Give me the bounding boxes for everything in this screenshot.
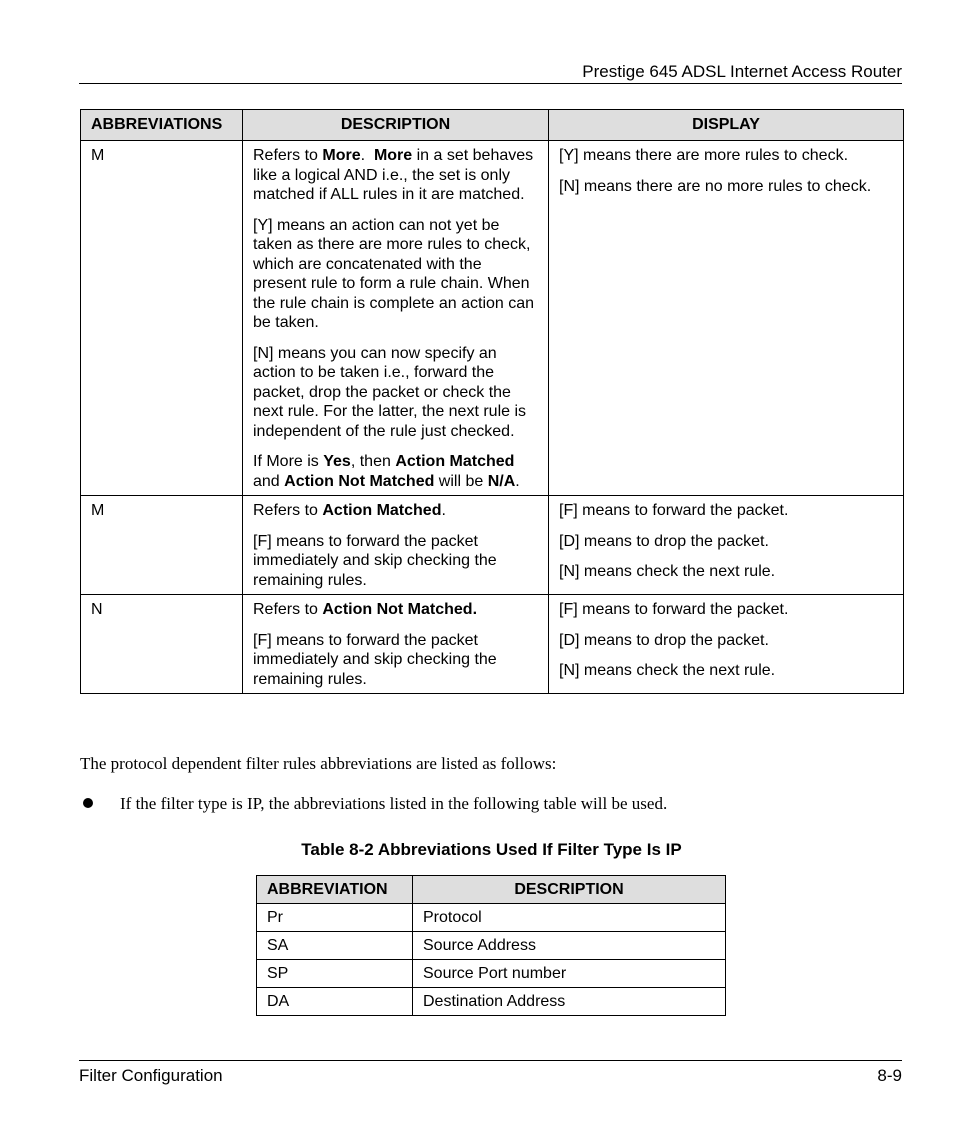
ip-abbreviations-table	[256, 875, 726, 1016]
bullet-text: If the filter type is IP, the abbreviations listed in the following table will be used.	[120, 794, 668, 813]
abbr-cell: M	[81, 496, 243, 595]
bullet-icon	[83, 798, 93, 808]
column-header-display: DISPLAY	[549, 110, 904, 141]
page-header	[79, 60, 902, 84]
abbr-cell: SA	[257, 932, 413, 960]
intro-paragraph: The protocol dependent filter rules abbreviations are listed as follows:	[80, 754, 557, 773]
description-paragraph: [F] means to forward the packet immediately and skip checking the remaining rules.	[253, 631, 497, 688]
description-paragraph: [F] means to forward the packet immediately and skip checking the remaining rules.	[253, 532, 497, 589]
description-paragraph: Refers to More. More in a set behaves like a logical AND i.e., the set is only matched if ALL rules in it are matched.	[253, 147, 534, 203]
description-paragraph: [Y] means an action can not yet be taken as there are more rules to check, which are concatenated with the present rule to form a rule chain. When the rule chain is complete an action can be taken.	[253, 216, 535, 331]
table-header-row	[81, 110, 904, 141]
abbr-cell: DA	[257, 988, 413, 1016]
display-line: [F] means to forward the packet.	[559, 601, 789, 618]
abbr-cell: SP	[257, 960, 413, 988]
column-header-abbreviation: ABBREVIATION	[257, 876, 413, 904]
filter-rules-table	[80, 109, 904, 694]
table-row	[257, 960, 726, 988]
description-cell: Source Address	[413, 932, 726, 960]
abbr-cell: N	[81, 595, 243, 694]
table-row	[81, 141, 904, 496]
description-cell: Source Port number	[413, 960, 726, 988]
display-line: [D] means to drop the packet.	[559, 631, 769, 649]
column-header-description: DESCRIPTION	[243, 110, 549, 141]
abbr-cell: Pr	[257, 904, 413, 932]
display-line: [Y] means there are more rules to check.	[559, 147, 849, 164]
footer-section-title: Filter Configuration	[79, 1066, 223, 1085]
display-cell	[549, 595, 904, 694]
display-line: [F] means to forward the packet.	[559, 502, 789, 519]
display-line: [D] means to drop the packet.	[559, 532, 769, 550]
header-title: Prestige 645 ADSL Internet Access Router	[582, 62, 902, 81]
column-header-abbreviations: ABBREVIATIONS	[81, 110, 243, 141]
description-paragraph: Refers to Action Matched.	[253, 502, 446, 519]
table-caption: Table 8-2 Abbreviations Used If Filter Type Is IP	[301, 840, 682, 859]
description-cell	[243, 141, 549, 496]
display-line: [N] means check the next rule.	[559, 563, 776, 580]
abbr-cell: M	[81, 141, 243, 496]
description-cell	[243, 595, 549, 694]
description-paragraph: [N] means you can now specify an action to be taken i.e., forward the packet, drop the packet or check the next rule. For the latter, the next rule is independent of the rule just checked.	[253, 344, 527, 440]
description-cell: Protocol	[413, 904, 726, 932]
table-row	[257, 904, 726, 932]
page-footer	[79, 1060, 902, 1089]
table-row	[257, 988, 726, 1016]
table-header-row	[257, 876, 726, 904]
description-paragraph: Refers to Action Not Matched.	[253, 601, 478, 618]
footer-page-number: 8-9	[877, 1066, 902, 1085]
display-cell	[549, 496, 904, 595]
description-cell	[243, 496, 549, 595]
display-cell	[549, 141, 904, 496]
table-row	[81, 496, 904, 595]
display-line: [N] means check the next rule.	[559, 662, 776, 679]
display-line: [N] means there are no more rules to check.	[559, 177, 872, 195]
description-paragraph: If More is Yes, then Action Matched and Action Not Matched will be N/A.	[253, 453, 520, 490]
table-row	[257, 932, 726, 960]
description-cell: Destination Address	[413, 988, 726, 1016]
column-header-description: DESCRIPTION	[413, 876, 726, 904]
table-row	[81, 595, 904, 694]
